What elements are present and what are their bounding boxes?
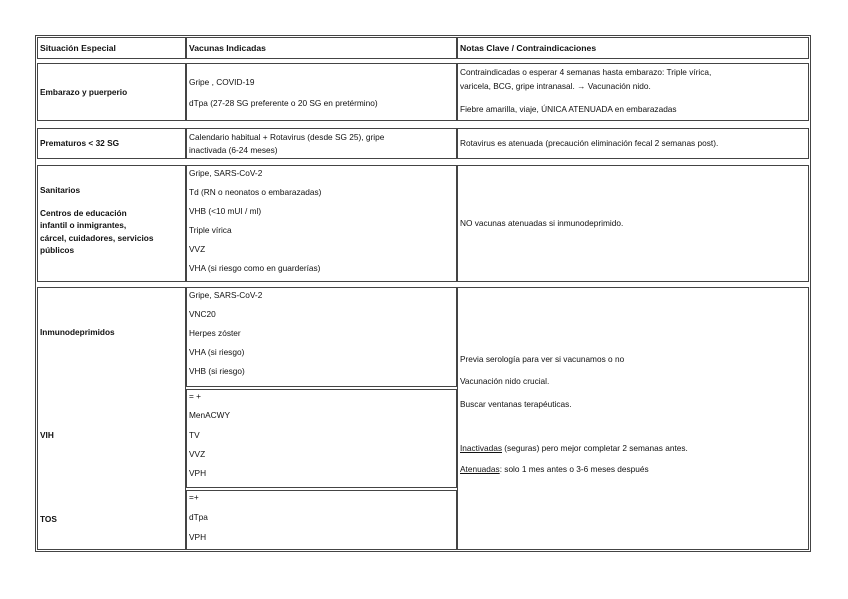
vacuna-item: Triple vírica xyxy=(189,225,232,235)
vacuna-item: TV xyxy=(189,430,200,440)
row-inmuno-vacunas xyxy=(186,287,457,387)
row-sanitarios-notas xyxy=(457,165,809,282)
tos-label: TOS xyxy=(40,514,57,524)
vacuna-item: VHA (si riesgo como en guarderías) xyxy=(189,263,321,273)
row-sanitarios-vacunas xyxy=(186,165,457,282)
sanitarios-label: Sanitarios xyxy=(40,185,81,195)
vacuna-item: = + xyxy=(189,391,201,401)
row-tos-vacunas xyxy=(186,490,457,550)
vacuna-item: VVZ xyxy=(189,244,206,254)
sanitarios-sublabel: cárcel, cuidadores, servicios xyxy=(40,233,154,243)
header-situacion-label: Situación Especial xyxy=(40,42,116,53)
nota-line: Rotavirus es atenuada (precaución eliminación fecal 2 semanas post). xyxy=(460,138,719,149)
vacuna-item: VNC20 xyxy=(189,309,216,319)
vacuna-item: Gripe, SARS-CoV-2 xyxy=(189,290,263,300)
row-inmuno-situacion-block xyxy=(37,287,186,550)
vacuna-item: Herpes zóster xyxy=(189,328,241,338)
vacuna-item: Gripe, SARS-CoV-2 xyxy=(189,168,263,178)
row-prematuros-notas xyxy=(457,128,809,159)
vacuna-item: VVZ xyxy=(189,449,206,459)
nota-line: varicela, BCG, gripe intranasal. → Vacunación nido. xyxy=(460,81,651,91)
row-inmuno-notas xyxy=(457,287,809,550)
nota-line: NO vacunas atenuadas si inmunodeprimido. xyxy=(460,218,624,229)
vacuna-item: VPH xyxy=(189,468,207,478)
vacuna-item: inactivada (6-24 meses) xyxy=(189,145,278,155)
sanitarios-sublabel: Centros de educación xyxy=(40,208,127,218)
vacuna-item: =+ xyxy=(189,492,199,502)
vacuna-item: MenACWY xyxy=(189,410,231,420)
embarazo-situacion-label: Embarazo y puerperio xyxy=(40,86,128,97)
row-vih-vacunas xyxy=(186,389,457,488)
nota-text: (seguras) pero mejor completar 2 semanas antes. xyxy=(501,443,688,453)
prematuros-situacion-label: Prematuros < 32 SG xyxy=(40,138,120,149)
vacuna-item: VHB (<10 mUI / ml) xyxy=(189,206,262,216)
row-embarazo-notas xyxy=(457,63,809,121)
vacuna-item: dTpa xyxy=(189,512,208,522)
vacuna-item: Calendario habitual + Rotavirus (desde SG 25), gripe xyxy=(189,132,385,142)
vih-label: VIH xyxy=(40,430,54,440)
row-prematuros-situacion xyxy=(37,128,186,159)
nota-line: Contraindicadas o esperar 4 semanas hasta embarazo: Triple vírica, xyxy=(460,67,712,77)
row-embarazo-vacunas xyxy=(186,63,457,121)
header-vacunas xyxy=(186,37,457,59)
header-notas xyxy=(457,37,809,59)
nota-line: Vacunación nido crucial. xyxy=(460,376,550,386)
nota-line: Fiebre amarilla, viaje, ÚNICA ATENUADA en embarazadas xyxy=(460,104,677,114)
header-situacion xyxy=(37,37,186,59)
vacuna-item: VHB (si riesgo) xyxy=(189,366,245,376)
nota-line: Buscar ventanas terapéuticas. xyxy=(460,399,572,409)
row-prematuros-vacunas xyxy=(186,128,457,159)
header-notas-label: Notas Clave / Contraindicaciones xyxy=(460,42,597,53)
nota-line-inactivadas xyxy=(460,443,806,454)
sanitarios-sublabel: infantil o inmigrantes, xyxy=(40,220,127,230)
vacuna-item: Td (RN o neonatos o embarazadas) xyxy=(189,187,322,197)
row-sanitarios-situacion xyxy=(37,165,186,282)
vacuna-item: VPH xyxy=(189,532,207,542)
row-embarazo-situacion xyxy=(37,63,186,121)
inmuno-label: Inmunodeprimidos xyxy=(40,327,115,337)
vacuna-item: dTpa (27-28 SG preferente o 20 SG en pretérmino) xyxy=(189,98,378,108)
vacuna-item: VHA (si riesgo) xyxy=(189,347,245,357)
inactivadas-link: Inactivadas xyxy=(460,443,502,453)
nota-text: : solo 1 mes antes o 3-6 meses después xyxy=(499,464,649,474)
nota-line: Previa serología para ver si vacunamos o no xyxy=(460,354,625,364)
sanitarios-sublabel: públicos xyxy=(40,245,75,255)
vacuna-item: Gripe , COVID-19 xyxy=(189,77,255,87)
header-vacunas-label: Vacunas Indicadas xyxy=(189,42,266,53)
atenuadas-link: Atenuadas xyxy=(460,464,500,474)
nota-line-atenuadas xyxy=(460,464,806,475)
